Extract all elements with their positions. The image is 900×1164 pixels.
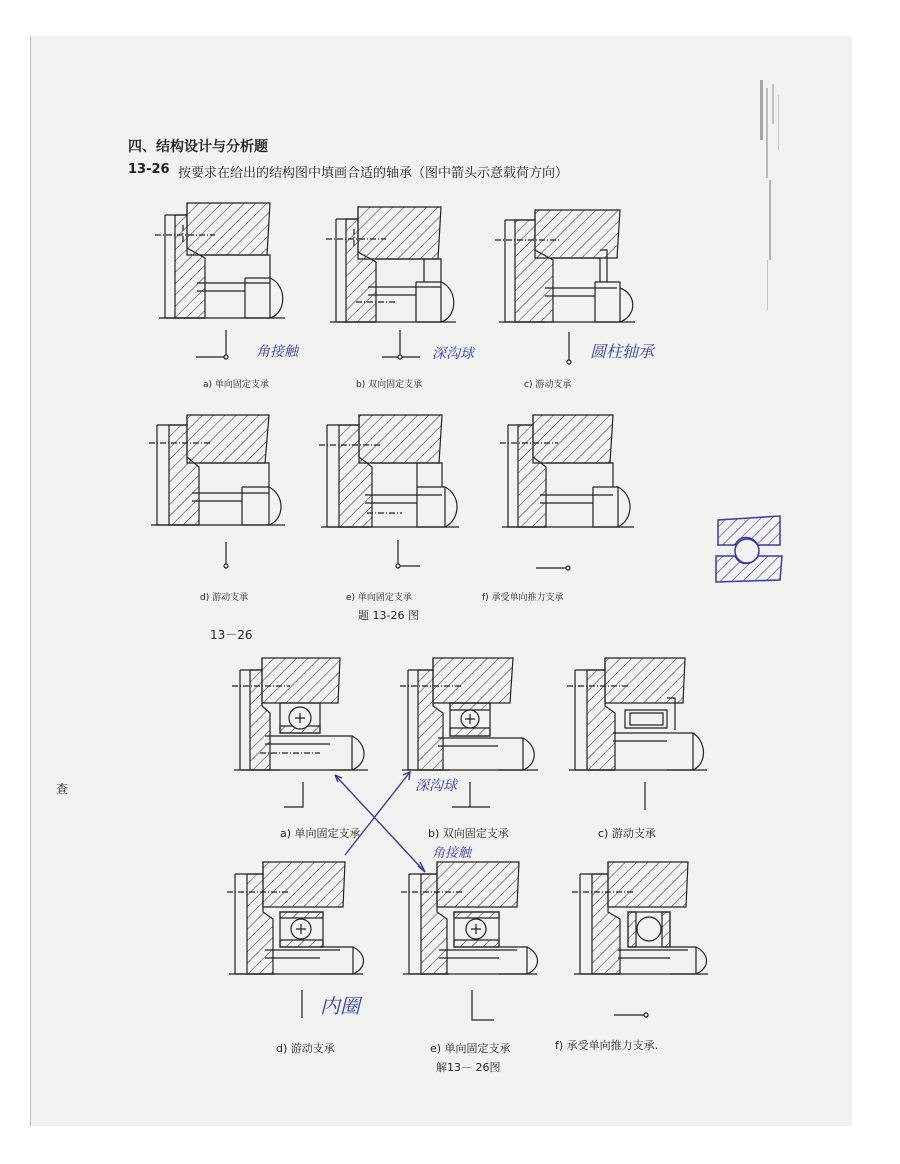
q-load-arrow-e xyxy=(396,540,420,568)
hand-note-deep-groove: 深沟球 xyxy=(415,778,457,794)
q-caption-a: a) 单向固定支承 xyxy=(203,380,269,390)
q-load-arrow-d xyxy=(224,542,228,568)
q-drawing-e xyxy=(319,415,459,527)
s-drawing-e xyxy=(401,862,538,974)
s-load-arrow-a xyxy=(284,782,303,807)
s-caption-d: d) 游动支承 xyxy=(276,1042,335,1055)
q-drawing-b xyxy=(326,207,456,322)
q-caption-e: e) 单向固定支承 xyxy=(346,593,412,603)
scan-noise xyxy=(760,80,779,310)
solution-figure-caption: 解13－ 26图 xyxy=(436,1061,501,1074)
s-caption-a: a) 单向固定支承 xyxy=(280,827,361,840)
q-drawing-a xyxy=(155,203,285,318)
q-caption-b: b) 双向固定支承 xyxy=(356,380,423,390)
problem-number: 13-26 xyxy=(128,162,170,177)
hand-note-angular: 角接触 xyxy=(432,846,472,861)
q-load-arrow-b xyxy=(382,330,420,359)
s-drawing-f xyxy=(572,862,708,974)
q-drawing-c xyxy=(495,210,635,322)
s-caption-b: b) 双向固定支承 xyxy=(428,827,509,840)
s-caption-c: c) 游动支承 xyxy=(598,827,656,840)
solution-heading: 13－26 xyxy=(210,628,253,642)
hand-annotation-arrows xyxy=(335,772,425,872)
q-load-arrow-a xyxy=(196,330,228,359)
q-drawing-d xyxy=(149,415,285,525)
s-caption-e: e) 单向固定支承 xyxy=(430,1042,511,1055)
s-drawing-a xyxy=(232,658,368,770)
q-drawing-f xyxy=(500,415,634,527)
hand-note-c: 圆柱轴承 xyxy=(590,342,655,361)
s-caption-f: f) 承受单向推力支承. xyxy=(555,1039,659,1052)
s-load-arrow-f xyxy=(614,1013,648,1017)
hand-note-a: 角接触 xyxy=(256,344,298,360)
s-drawing-d xyxy=(227,862,364,974)
q-caption-d: d) 游动支承 xyxy=(200,593,249,603)
q-caption-f: f) 承受单向推力支承 xyxy=(482,593,564,603)
section-heading: 四、结构设计与分析题 xyxy=(128,139,268,155)
q-caption-c: c) 游动支承 xyxy=(524,380,572,390)
s-load-arrow-e xyxy=(472,990,494,1020)
margin-mark: 查 xyxy=(56,782,69,796)
s-drawing-c xyxy=(567,658,707,770)
hand-bearing-sketch xyxy=(716,516,782,582)
s-load-arrow-b xyxy=(452,782,490,807)
problem-statement: 按要求在给出的结构图中填画合适的轴承（图中箭头示意载荷方向） xyxy=(178,166,569,181)
hand-note-b: 深沟球 xyxy=(432,346,474,362)
q-load-arrow-f xyxy=(536,566,570,570)
hand-note-inner-ring: 内圈 xyxy=(320,994,360,1018)
question-figure-caption: 题 13-26 图 xyxy=(358,609,419,622)
q-load-arrow-c xyxy=(567,332,571,364)
s-drawing-b xyxy=(400,658,538,770)
